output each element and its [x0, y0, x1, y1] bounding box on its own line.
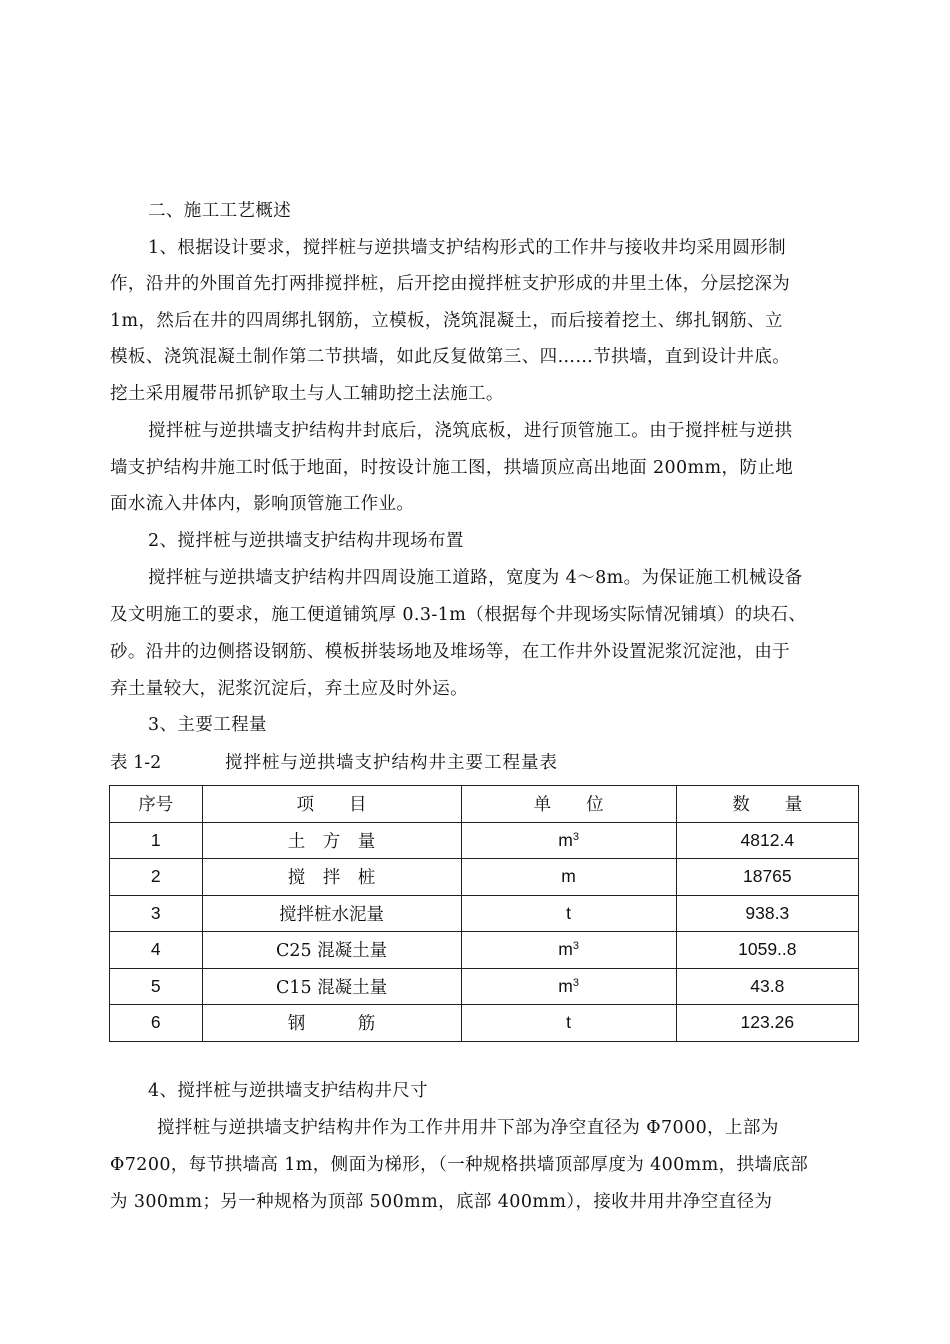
table-header-row	[110, 786, 859, 823]
unit-text: m	[558, 975, 573, 996]
table-row	[110, 968, 859, 1005]
cell-no: 2	[110, 859, 203, 896]
cell-qty: 43.8	[676, 968, 858, 1005]
unit-superscript: 3	[572, 976, 579, 989]
quantity-table	[109, 785, 859, 1042]
paragraph-line: 砂。沿井的边侧搭设钢筋、模板拼装场地及堆场等，在工作井外设置泥浆沉淀池，由于	[110, 642, 791, 662]
unit-text: t	[566, 902, 572, 923]
cell-item: 土 方 量	[202, 822, 461, 859]
cell-no: 1	[110, 822, 203, 859]
paragraph-line: 作，沿井的外围首先打两排搅拌桩，后开挖由搅拌桩支护形成的井里土体，分层挖深为	[110, 274, 791, 294]
header-cell-unit: 单 位	[461, 786, 676, 823]
cell-unit	[461, 1005, 676, 1042]
cell-unit	[461, 859, 676, 896]
table-row	[110, 822, 859, 859]
cell-unit	[461, 822, 676, 859]
paragraph-line: 1、根据设计要求，搅拌桩与逆拱墙支护结构形式的工作井与接收井均采用圆形制	[148, 238, 787, 258]
cell-item: 钢 筋	[202, 1005, 461, 1042]
unit-text: m	[558, 829, 573, 850]
subheading: 4、搅拌桩与逆拱墙支护结构井尺寸	[148, 1081, 429, 1101]
paragraph-line: 弃土量较大，泥浆沉淀后，弃土应及时外运。	[110, 679, 468, 699]
cell-qty: 123.26	[676, 1005, 858, 1042]
cell-qty: 1059..8	[676, 932, 858, 969]
cell-item: C15 混凝土量	[202, 968, 461, 1005]
subheading: 2、搅拌桩与逆拱墙支护结构井现场布置	[148, 531, 464, 551]
paragraph-line: 面水流入井体内，影响顶管施工作业。	[110, 494, 415, 514]
paragraph-line: 搅拌桩与逆拱墙支护结构井作为工作井用井下部为净空直径为 Φ7000，上部为	[157, 1118, 779, 1138]
subheading: 3、主要工程量	[148, 715, 267, 735]
cell-unit	[461, 895, 676, 932]
paragraph-line: 1m，然后在井的四周绑扎钢筋，立模板，浇筑混凝土，而后接着挖土、绑扎钢筋、立	[110, 311, 783, 331]
cell-item: 搅 拌 桩	[202, 859, 461, 896]
unit-superscript: 3	[572, 830, 579, 843]
cell-no: 3	[110, 895, 203, 932]
unit-text: m	[561, 866, 576, 887]
cell-qty: 18765	[676, 859, 858, 896]
paragraph-line: 及文明施工的要求，施工便道铺筑厚 0.3-1m（根据每个井现场实际情况铺填）的块石、	[110, 605, 807, 625]
section-title: 二、施工工艺概述	[148, 201, 292, 221]
cell-unit	[461, 932, 676, 969]
header-cell-no: 序号	[110, 786, 203, 823]
paragraph-line: 为 300mm；另一种规格为顶部 500mm，底部 400mm），接收井用井净空直径为	[110, 1192, 773, 1212]
table-caption-title: 搅拌桩与逆拱墙支护结构井主要工程量表	[225, 753, 558, 773]
cell-no: 5	[110, 968, 203, 1005]
table-row	[110, 1005, 859, 1042]
table-row	[110, 859, 859, 896]
paragraph-line: 挖土采用履带吊抓铲取土与人工辅助挖土法施工。	[110, 384, 504, 404]
unit-text: t	[566, 1012, 572, 1033]
cell-no: 6	[110, 1005, 203, 1042]
paragraph-line: 搅拌桩与逆拱墙支护结构井封底后，浇筑底板，进行顶管施工。由于搅拌桩与逆拱	[148, 421, 793, 441]
unit-text: m	[558, 939, 573, 960]
cell-unit	[461, 968, 676, 1005]
cell-qty: 938.3	[676, 895, 858, 932]
paragraph-line: 墙支护结构井施工时低于地面，时按设计施工图，拱墙顶应高出地面 200mm，防止地	[110, 458, 794, 478]
header-cell-item: 项 目	[202, 786, 461, 823]
paragraph-line: 搅拌桩与逆拱墙支护结构井四周设施工道路，宽度为 4～8m。为保证施工机械设备	[148, 568, 803, 588]
cell-no: 4	[110, 932, 203, 969]
paragraph-line: 模板、浇筑混凝土制作第二节拱墙，如此反复做第三、四……节拱墙，直到设计井底。	[110, 347, 791, 367]
header-cell-qty: 数 量	[676, 786, 858, 823]
paragraph-line: Φ7200，每节拱墙高 1m，侧面为梯形，（一种规格拱墙顶部厚度为 400mm，拱墙底部	[110, 1155, 809, 1175]
table-caption-number: 表 1-2	[110, 753, 162, 773]
table-row	[110, 932, 859, 969]
cell-item: 搅拌桩水泥量	[202, 895, 461, 932]
table-row	[110, 895, 859, 932]
cell-item: C25 混凝土量	[202, 932, 461, 969]
unit-superscript: 3	[572, 940, 579, 953]
cell-qty: 4812.4	[676, 822, 858, 859]
